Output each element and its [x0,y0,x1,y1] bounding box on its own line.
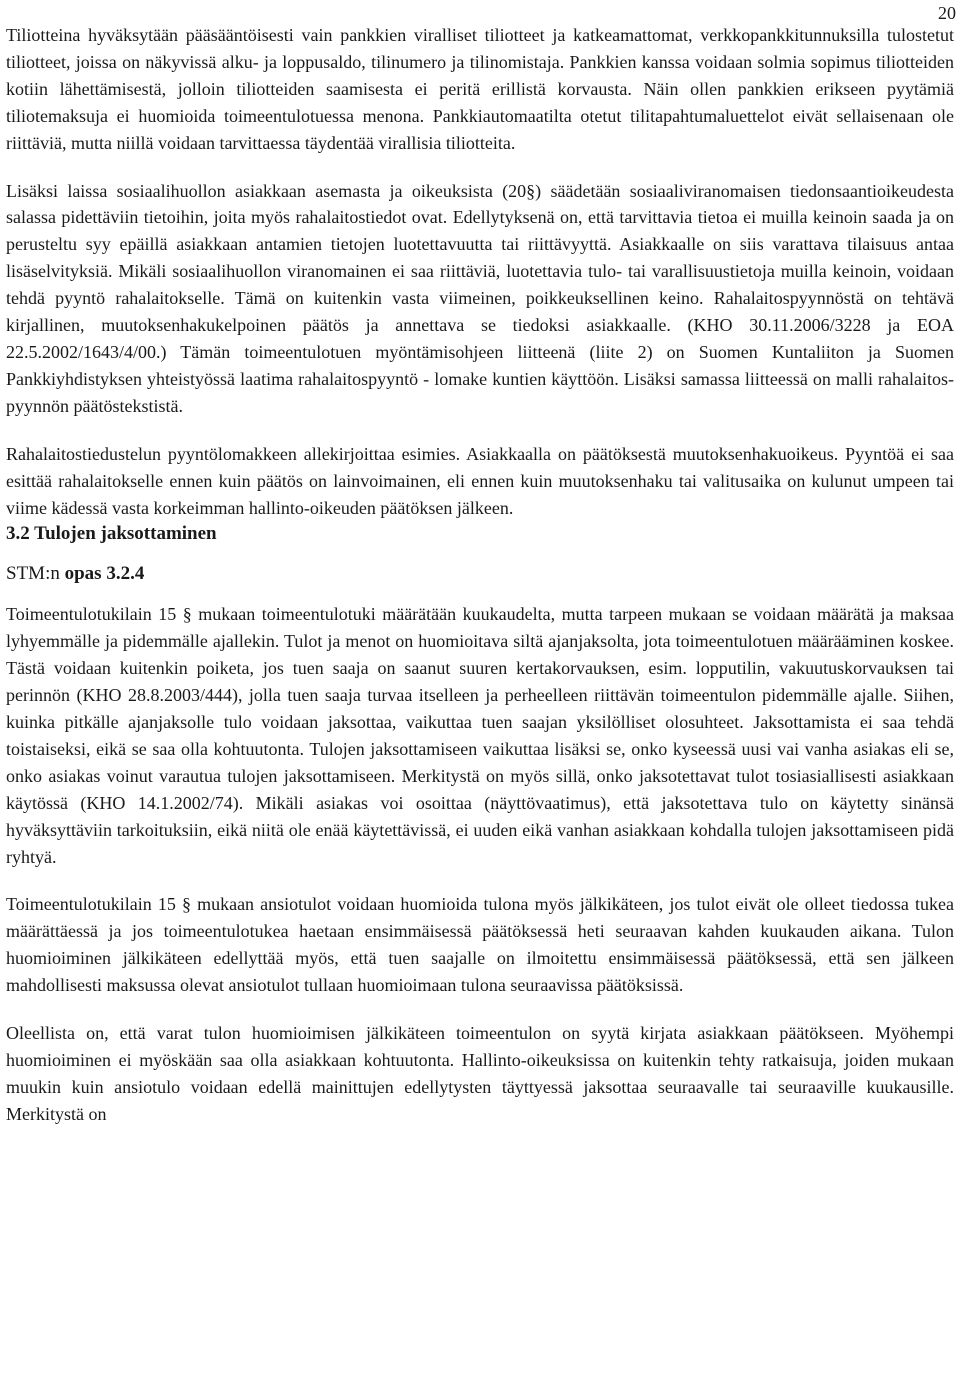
paragraph-earned-income-retroactive: Toimeentulotukilain 15 § mukaan ansiotulot voidaan huomioida tulona myös jälkikäteen, jos tulot eivät ole olleet tiedossa tukea määrättäessä ja jos toimeentulotukea haetaan ensimmäisessä päätöksessä heti seuraavan kahden kuukauden aikana. Tulon huomioiminen jälkikäteen edellyttää myös, että tuen saajalle on ilmoitettu ensimmäisessä päätöksessä, että sen jälkeen mahdollisesti maksussa olevat ansiotulot tullaan huomioimaan tulona seuraavissa päätöksissä. [6,894,954,996]
paragraph-later-consideration: Oleellista on, että varat tulon huomioimisen jälkikäteen toimeentulon on syytä kirjata asiakkaan päätökseen. Myöhempi huomioiminen ei myöskään saa olla asiakkaan kohtuutonta. Hallinto-oikeuksissa on kuitenkin tehty ratkaisuja, joiden mukaan muukin kuin ansiotulo voidaan edellä mainittujen edellytysten täyttyessä jaksottaa seuraavalle tai seuraaville kuukausille. Merkitystä on [6,1023,954,1124]
section-heading: 3.2 Tulojen jaksottaminen [6,523,217,545]
page-number: 20 [938,3,956,23]
paragraph-bank-statements: Tiliotteina hyväksytään pääsääntöisesti vain pankkien viralliset tiliotteet ja katkeamattomat, verkkopankkitunnuksilla tulostetut tiliotteet, joissa on näkyvissä alku- ja loppusaldo, tilinumero ja tilinomistaja. Pankkien kanssa voidaan solmia sopimus tiliotteiden kotiin lähettämisestä, jolloin tiliotteiden saamisesta ei peritä erillistä korvausta. Näin ollen pankkien erikseen pyytämiä tiliotemaksuja ei huomioida toimeentulotuessa menona. Pankkiautomaatilta otetut tilitapahtumaluettelot eivät sellaisenaan ole riittäviä, mutta niillä voidaan tarvittaessa täydentää virallisia tiliotteita. [6,25,954,153]
subheading-prefix: STM:n [6,563,65,585]
subheading-guide-ref: opas 3.2.4 [64,563,145,585]
paragraph-information-rights: Lisäksi laissa sosiaalihuollon asiakkaan asemasta ja oikeuksista (20§) säädetään sosiaaliviranomaisen tiedonsaantioikeudesta salassa pidettäviin tietoihin, joita myös rahalaitostiedot ovat. Edellytyksenä on, että tarvittavia tietoa ei muilla keinoin saada ja on perusteltu syy epäillä asiakkaan antamien tietojen luotettavuutta tai riittävyyttä. Asiakkaalle on siis varattava tilaisuus antaa lisäselvityksiä. Mikäli sosiaalihuollon viranomainen ei saa riittäviä, luotettavia tulo- tai varallisuustietoja muilla keinoin, voidaan tehdä pyyntö rahalaitokselle. Tämä on kuitenkin vasta viimeinen, poikkeuksellinen keino. Rahalaitospyynnöstä on tehtävä kirjallinen, muutoksenhakukelpoinen päätös ja annettava se tiedoksi asiakkaalle. (KHO 30.11.2006/3228 ja EOA 22.5.2002/1643/4/00.) Tämän toimeentulotuen myöntämisohjeen liitteenä (liite 2) on Suomen Kuntaliiton ja Suomen Pankkiyhdistyksen yhteistyössä laatima rahalaitospyyntö - lomake kuntien käyttöön. Lisäksi samassa liitteessä on malli rahalaitos-pyynnön päätöstekstistä. [6,180,954,416]
paragraph-request-form: Rahalaitostiedustelun pyyntölomakkeen allekirjoittaa esimies. Asiakkaalla on päätöksestä muutoksenhakuoikeus. Pyyntöä ei saa esittää rahalaitokselle ennen kuin päätös on lainvoimainen, eli ennen kuin muutoksenhaku tai valitusaika on kulunut umpeen tai viime kädessä vasta korkeimman hallinto-oikeuden päätöksen jälkeen. [6,443,954,518]
page-content [6,22,954,1128]
paragraph-income-periodization: Toimeentulotukilain 15 § mukaan toimeentulotuki määrätään kuukaudelta, mutta tarpeen mukaan se voidaan määrätä ja maksaa lyhyemmälle ja pidemmälle ajallekin. Tulot ja menot on huomioitava siltä ajanjaksolta, jota toimeentulotuen määrääminen koskee. Tästä voidaan kuitenkin poiketa, jos tuen saaja on saanut suuren kertakorvauksen, esim. lopputilin, vakuutuskorvauksen tai perinnön (KHO 28.8.2003/444), jolla tuen saaja turvaa itselleen ja perheelleen riittävän toimeentulon pidemmälle ajalle. Siihen, kuinka pitkälle ajanjaksolle tulo voidaan jaksottaa, vaikuttaa tuen saajan yksilölliset olosuhteet. Jaksottamista ei saa tehdä toistaiseksi, eikä se saa olla kohtuutonta. Tulojen jaksottamiseen vaikuttaa lisäksi se, onko kyseessä uusi vai vanha asiakas eli se, onko asiakas voinut varautua tulojen jaksottamiseen. Merkitystä on myös sillä, onko jaksotettavat tulot tosiasiallisesti asiakkaan käytössä (KHO 14.1.2002/74). Mikäli asiakas voi osoittaa (näyttövaatimus), että jaksotettava tulo on käytetty sinänsä hyväksyttäviin tarkoituksiin, eikä niitä ole enää käytettävissä, ei uuden eikä vanhan asiakkaan kohdalla tulojen jaksottamiseen pidä ryhtyä. [6,604,954,867]
section-subheading [6,561,954,587]
